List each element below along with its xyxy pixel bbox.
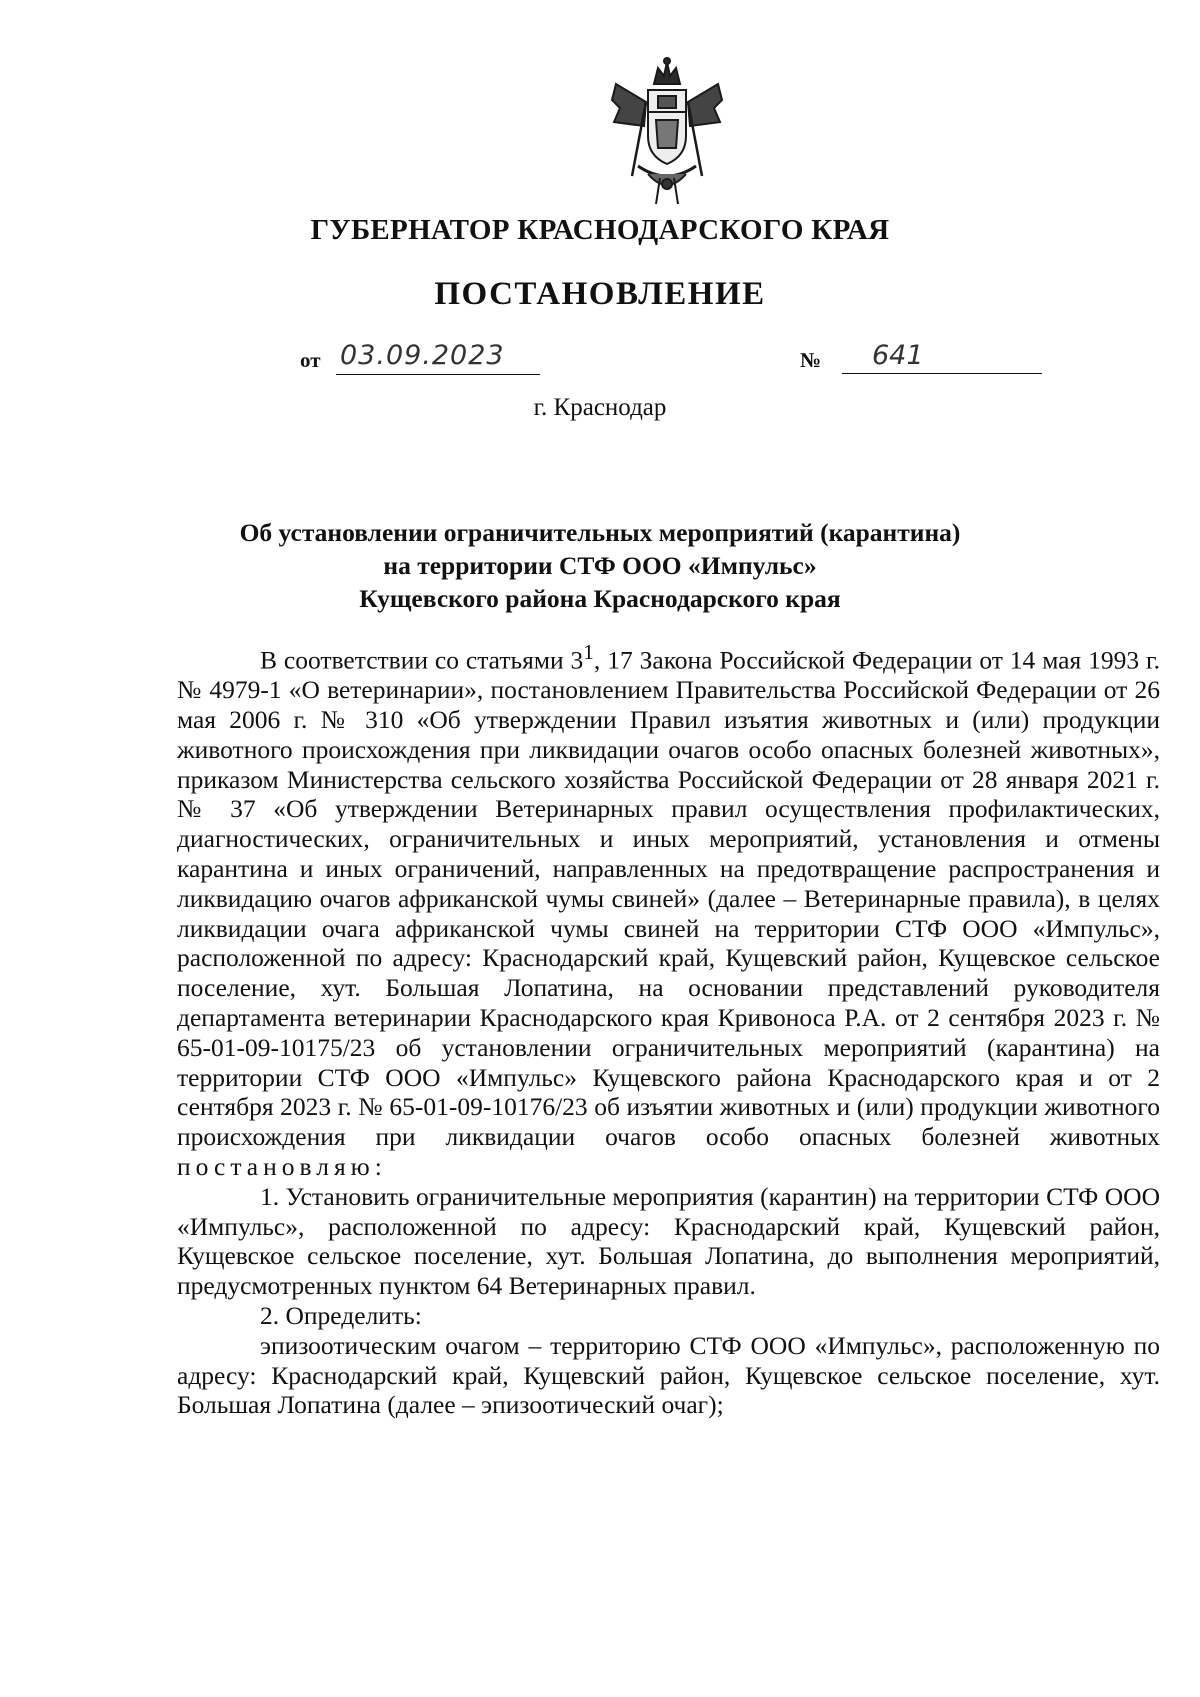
date-number-row bbox=[0, 340, 1200, 380]
paragraph-item-2: 2. Определить: bbox=[260, 1301, 422, 1331]
number-value: 641 bbox=[842, 340, 1042, 374]
preamble-text-a: В соответствии со статьями 3 bbox=[260, 645, 584, 675]
city: г. Краснодар bbox=[533, 394, 667, 421]
preamble-text-b: , 17 Закона Российской Федерации от 14 мая 1993 г. № 4979-1 «О ветеринарии», постановлением Правительства Российской Федерации от 26 мая 2006 г. № 310 «Об утверждении Правил изъятия животных и (или) продукции животного происхождения при ликвидации очагов особо опасных болезней животных», приказом Министерства сельского хозяйства Российской Федерации от 28 января 2021 г. № 37 «Об утверждении Ветеринарных правил осуществления профилактических, диагностических, ограничительных и иных мероприятий, установления и отмены карантина и иных ограничений, направленных на предотвращение распространения и ликвидацию очагов африканской чумы свиней» (далее – Ветеринарные правила), в целях ликвидации очага африканской чумы свиней на территории СТФ ООО «Импульс», расположенной по адресу: Краснодарский край, Кущевский район, Кущевское сельское поселение, хут. Большая Лопатина, на основании представлений руководителя департамента ветеринарии Краснодарского края Кривоноса Р.А. от 2 сентября 2023 г. № 65-01-09-10175/23 об установлении ограничительных мероприятий (карантина) на территории СТФ ООО «Импульс» Кущевского района Краснодарского края и от 2 сентября 2023 г. № 65-01-09-10176/23 об изъятии животных и (или) продукции животного происхождения при ликвидации очагов особо опасных болезней животных bbox=[177, 645, 1160, 1152]
paragraph-item-1: 1. Установить ограничительные мероприятия (карантин) на территории СТФ ООО «Импульс», расположенной по адресу: Краснодарский край, Кущевский район, Кущевское сельское поселение, хут. Большая Лопатина, до выполнения мероприятий, предусмотренных пунктом 64 Ветеринарных правил. bbox=[177, 1181, 1160, 1301]
paragraph-item-2-focus: эпизоотическим очагом – территорию СТФ ООО «Импульс», расположенную по адресу: Краснодарский край, Кущевский район, Кущевское сельское поселение, хут. Большая Лопатина (далее – эпизоотический очаг); bbox=[177, 1330, 1160, 1420]
number-label: № bbox=[800, 348, 822, 372]
date-value: 03.09.2023 bbox=[336, 340, 540, 375]
document-body bbox=[177, 638, 1160, 1420]
paragraph-preamble bbox=[177, 638, 1160, 1182]
article-superscript: 1 bbox=[583, 640, 594, 664]
resolve-word: постановляю: bbox=[177, 1152, 387, 1182]
coat-of-arms-icon bbox=[608, 56, 726, 206]
title-line-3: Кущевского района Краснодарского края bbox=[359, 584, 841, 613]
document-type: ПОСТАНОВЛЕНИЕ bbox=[434, 276, 766, 312]
title-line-2: на территории СТФ ООО «Импульс» bbox=[383, 551, 817, 580]
title-line-1: Об установлении ограничительных мероприятий (карантина) bbox=[239, 518, 961, 547]
issuing-authority: ГУБЕРНАТОР КРАСНОДАРСКОГО КРАЯ bbox=[310, 214, 890, 246]
date-label: от bbox=[300, 348, 321, 372]
